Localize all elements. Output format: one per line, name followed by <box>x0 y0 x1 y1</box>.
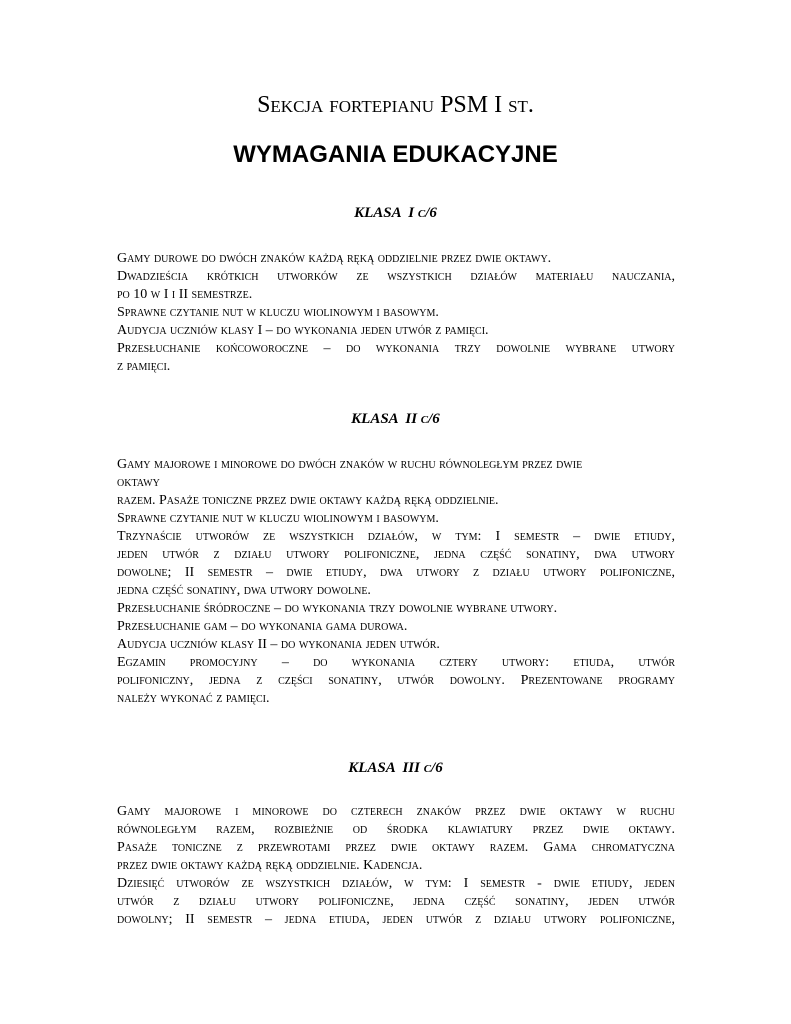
section-heading-text: KLASA I <box>354 205 415 221</box>
section-body-klasa-1 <box>117 250 675 376</box>
document-subtitle: Sekcja fortepianu PSM I st. <box>257 92 534 118</box>
text-line: Sprawne czytanie nut w kluczu wiolinowym i basowym. <box>117 305 439 320</box>
section-heading-text: KLASA III <box>348 760 420 776</box>
text-line: Przesłuchanie gam – do wykonania gama durowa. <box>117 619 408 634</box>
section-heading-text: KLASA II <box>351 411 418 427</box>
text-line: Przesłuchanie śródroczne – do wykonania trzy dowolnie wybrane utwory. <box>117 601 558 616</box>
text-line: Trzynaście utworów ze wszystkich działów, w tym: I semestr – dwie etiudy, <box>117 529 675 544</box>
text-line: należy wykonać z pamięci. <box>117 691 270 706</box>
text-line: utwór z działu utwory polifoniczne, jedna część sonatiny, jeden utwór <box>117 894 675 909</box>
text-line: dowolny; II semestr – jedna etiuda, jeden utwór z działu utwory polifoniczne, <box>117 912 675 927</box>
text-line: Przesłuchanie końcoworoczne – do wykonania trzy dowolnie wybrane utwory <box>117 341 675 356</box>
text-line: Dziesięć utworów ze wszystkich działów, w tym: I semestr - dwie etiudy, jeden <box>117 876 675 891</box>
text-line: oktawy <box>117 475 160 490</box>
text-line: jeden utwór z działu utwory polifoniczne, jedna część sonatiny, dwa utwory <box>117 547 675 562</box>
text-line: równoległym razem, rozbieżnie od środka klawiatury przez dwie oktawy. <box>117 822 675 837</box>
section-heading-klasa-1 <box>0 205 791 222</box>
text-line: z pamięci. <box>117 359 171 374</box>
text-line: razem. Pasaże toniczne przez dwie oktawy każdą ręką oddzielnie. <box>117 493 499 508</box>
text-line: Pasaże toniczne z przewrotami przez dwie oktawy razem. Gama chromatyczna <box>117 840 675 855</box>
text-line: po 10 w I i II semestrze. <box>117 287 253 302</box>
section-body-klasa-3 <box>117 803 675 929</box>
section-heading-suffix: c/6 <box>417 411 440 427</box>
section-heading-suffix: c/6 <box>419 760 443 776</box>
section-heading-suffix: c/6 <box>414 205 437 221</box>
text-line: Audycja uczniów klasy I – do wykonania jeden utwór z pamięci. <box>117 323 489 338</box>
text-line: Gamy majorowe i minorowe do czterech znaków przez dwie oktawy w ruchu <box>117 804 675 819</box>
text-line: Sprawne czytanie nut w kluczu wiolinowym i basowym. <box>117 511 439 526</box>
text-line: Gamy majorowe i minorowe do dwóch znaków w ruchu równoległym przez dwie <box>117 457 583 472</box>
section-body-klasa-2 <box>117 456 675 708</box>
text-line: polifoniczny, jedna z części sonatiny, utwór dowolny. Prezentowane programy <box>117 673 675 688</box>
text-line: jedna część sonatiny, dwa utwory dowolne. <box>117 583 371 598</box>
text-line: przez dwie oktawy każdą ręką oddzielnie. Kadencja. <box>117 858 423 873</box>
text-line: Dwadzieścia krótkich utworków ze wszystkich działów materiału nauczania, <box>117 269 675 284</box>
text-line: Audycja uczniów klasy II – do wykonania jeden utwór. <box>117 637 440 652</box>
text-line: Gamy durowe do dwóch znaków każdą ręką oddzielnie przez dwie oktawy. <box>117 251 552 266</box>
section-heading-klasa-3 <box>0 760 791 777</box>
document-title: WYMAGANIA EDUKACYJNE <box>233 141 558 168</box>
text-line: dowolne; II semestr – dwie etiudy, dwa utwory z działu utwory polifoniczne, <box>117 565 675 580</box>
section-heading-klasa-2 <box>0 411 791 428</box>
text-line: Egzamin promocyjny – do wykonania cztery utwory: etiuda, utwór <box>117 655 675 670</box>
